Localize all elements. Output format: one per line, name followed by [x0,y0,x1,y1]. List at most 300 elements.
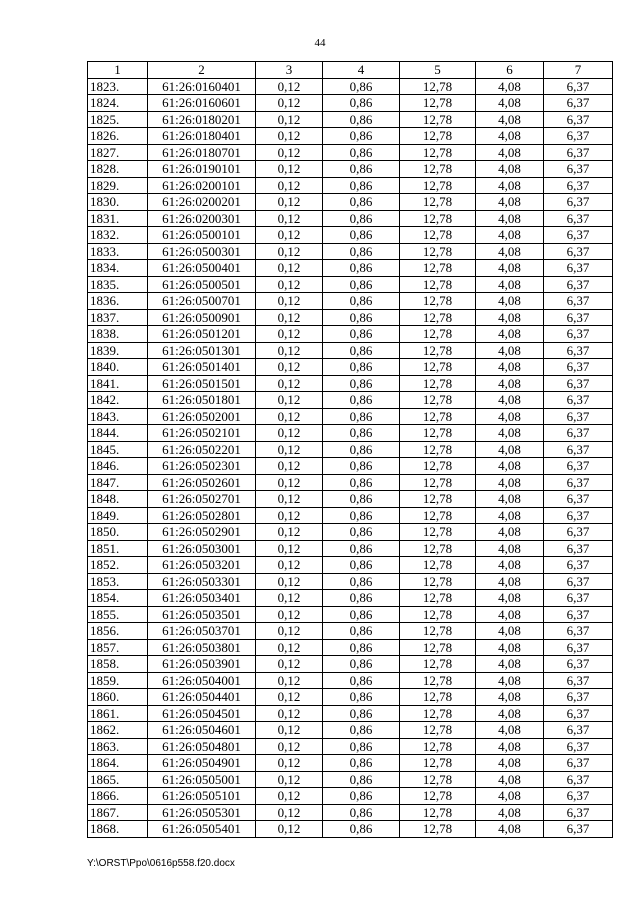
table-cell: 61:26:0503501 [148,606,256,623]
table-cell: 12,78 [400,507,476,524]
table-cell: 4,08 [476,293,544,310]
table-cell: 0,12 [256,705,323,722]
table-row [88,111,613,128]
table-cell: 4,08 [476,623,544,640]
table-cell: 1864. [88,755,148,772]
table-cell: 1854. [88,590,148,607]
table-cell: 0,12 [256,557,323,574]
table-cell: 0,86 [323,210,400,227]
table-body [88,78,613,837]
table-cell: 0,86 [323,161,400,178]
table-cell: 1866. [88,788,148,805]
table-cell: 4,08 [476,507,544,524]
table-cell: 61:26:0504601 [148,722,256,739]
table-cell: 61:26:0500501 [148,276,256,293]
table-cell: 6,37 [544,573,613,590]
table-row [88,161,613,178]
table-cell: 12,78 [400,557,476,574]
table-cell: 12,78 [400,491,476,508]
table-cell: 61:26:0503401 [148,590,256,607]
table-cell: 6,37 [544,590,613,607]
table-cell: 6,37 [544,95,613,112]
table-cell: 0,12 [256,722,323,739]
table-row [88,821,613,838]
table-cell: 4,08 [476,161,544,178]
table-cell: 0,12 [256,573,323,590]
table-cell: 6,37 [544,804,613,821]
table-cell: 1865. [88,771,148,788]
data-table [87,61,613,838]
table-cell: 12,78 [400,95,476,112]
table-cell: 4,08 [476,771,544,788]
table-cell: 12,78 [400,392,476,409]
table-cell: 0,12 [256,260,323,277]
table-cell: 12,78 [400,821,476,838]
table-cell: 4,08 [476,573,544,590]
table-cell: 12,78 [400,590,476,607]
column-header: 1 [88,62,148,79]
table-cell: 61:26:0503301 [148,573,256,590]
table-row [88,705,613,722]
table-row [88,804,613,821]
table-row [88,309,613,326]
table-cell: 12,78 [400,194,476,211]
table-cell: 4,08 [476,656,544,673]
table-cell: 4,08 [476,606,544,623]
table-row [88,392,613,409]
table-cell: 61:26:0503801 [148,639,256,656]
table-cell: 12,78 [400,788,476,805]
table-cell: 12,78 [400,177,476,194]
table-cell: 1853. [88,573,148,590]
table-row [88,491,613,508]
table-cell: 4,08 [476,788,544,805]
table-cell: 61:26:0502201 [148,441,256,458]
footer-file-path: Y:\ORST\Ppo\0616p558.f20.docx [87,858,235,869]
table-cell: 1828. [88,161,148,178]
table-cell: 0,12 [256,194,323,211]
table-cell: 6,37 [544,276,613,293]
table-cell: 0,12 [256,474,323,491]
table-cell: 4,08 [476,78,544,95]
table-cell: 61:26:0501501 [148,375,256,392]
table-cell: 4,08 [476,210,544,227]
table-cell: 4,08 [476,260,544,277]
table-row [88,227,613,244]
table-cell: 0,86 [323,689,400,706]
table-cell: 12,78 [400,722,476,739]
table-row [88,540,613,557]
table-cell: 12,78 [400,78,476,95]
table-cell: 6,37 [544,111,613,128]
table-cell: 12,78 [400,260,476,277]
table-cell: 0,86 [323,441,400,458]
table-cell: 1838. [88,326,148,343]
table-row [88,210,613,227]
table-cell: 6,37 [544,408,613,425]
table-cell: 1848. [88,491,148,508]
table-cell: 0,86 [323,392,400,409]
table-cell: 6,37 [544,392,613,409]
table-cell: 61:26:0502801 [148,507,256,524]
table-row [88,590,613,607]
table-cell: 6,37 [544,557,613,574]
table-cell: 1856. [88,623,148,640]
table-cell: 4,08 [476,722,544,739]
table-cell: 4,08 [476,821,544,838]
table-cell: 0,12 [256,491,323,508]
table-cell: 12,78 [400,804,476,821]
table-cell: 61:26:0503001 [148,540,256,557]
column-header: 4 [323,62,400,79]
table-cell: 0,12 [256,623,323,640]
table-cell: 0,12 [256,771,323,788]
table-cell: 0,12 [256,227,323,244]
table-cell: 61:26:0502101 [148,425,256,442]
table-cell: 1852. [88,557,148,574]
table-cell: 4,08 [476,359,544,376]
table-cell: 0,86 [323,557,400,574]
table-row [88,260,613,277]
table-row [88,276,613,293]
table-cell: 6,37 [544,771,613,788]
table-cell: 12,78 [400,408,476,425]
table-cell: 6,37 [544,161,613,178]
table-cell: 1840. [88,359,148,376]
table-cell: 0,12 [256,392,323,409]
table-cell: 6,37 [544,524,613,541]
table-cell: 0,12 [256,788,323,805]
table-cell: 1835. [88,276,148,293]
table-cell: 61:26:0502301 [148,458,256,475]
table-cell: 0,86 [323,326,400,343]
table-cell: 4,08 [476,672,544,689]
table-cell: 6,37 [544,293,613,310]
table-cell: 0,12 [256,326,323,343]
table-cell: 4,08 [476,194,544,211]
table-cell: 4,08 [476,177,544,194]
table-cell: 12,78 [400,227,476,244]
table-cell: 0,86 [323,705,400,722]
table-cell: 6,37 [544,260,613,277]
table-cell: 4,08 [476,474,544,491]
table-cell: 12,78 [400,540,476,557]
table-cell: 61:26:0501401 [148,359,256,376]
table-cell: 0,86 [323,194,400,211]
table-cell: 0,86 [323,293,400,310]
table-cell: 61:26:0501201 [148,326,256,343]
table-cell: 0,86 [323,95,400,112]
table-cell: 0,86 [323,474,400,491]
table-cell: 1831. [88,210,148,227]
table-cell: 6,37 [544,144,613,161]
table-row [88,177,613,194]
table-cell: 0,86 [323,260,400,277]
table-cell: 12,78 [400,111,476,128]
table-cell: 1868. [88,821,148,838]
table-cell: 0,86 [323,425,400,442]
table-cell: 12,78 [400,738,476,755]
table-cell: 0,12 [256,95,323,112]
table-cell: 1825. [88,111,148,128]
table-cell: 1841. [88,375,148,392]
table-cell: 1863. [88,738,148,755]
table-cell: 1861. [88,705,148,722]
table-cell: 4,08 [476,243,544,260]
table-cell: 6,37 [544,425,613,442]
table-cell: 4,08 [476,804,544,821]
table-cell: 12,78 [400,689,476,706]
table-cell: 0,12 [256,78,323,95]
table-cell: 6,37 [544,78,613,95]
table-cell: 6,37 [544,689,613,706]
table-cell: 61:26:0504501 [148,705,256,722]
table-cell: 6,37 [544,705,613,722]
table-cell: 0,86 [323,722,400,739]
table-cell: 12,78 [400,441,476,458]
table-cell: 12,78 [400,342,476,359]
column-header: 5 [400,62,476,79]
table-cell: 4,08 [476,326,544,343]
table-cell: 1843. [88,408,148,425]
table-cell: 12,78 [400,672,476,689]
table-cell: 1846. [88,458,148,475]
table-cell: 12,78 [400,326,476,343]
table-cell: 6,37 [544,821,613,838]
table-cell: 12,78 [400,309,476,326]
table-cell: 0,12 [256,441,323,458]
table-cell: 0,86 [323,771,400,788]
table-cell: 61:26:0500301 [148,243,256,260]
table-cell: 61:26:0503701 [148,623,256,640]
table-cell: 0,12 [256,293,323,310]
table-cell: 4,08 [476,276,544,293]
table-cell: 1839. [88,342,148,359]
table-cell: 1824. [88,95,148,112]
table-row [88,326,613,343]
table-cell: 0,86 [323,656,400,673]
column-header: 7 [544,62,613,79]
table-row [88,408,613,425]
table-cell: 12,78 [400,276,476,293]
table-cell: 0,12 [256,540,323,557]
table-row [88,788,613,805]
column-header: 6 [476,62,544,79]
table-cell: 4,08 [476,425,544,442]
table-cell: 4,08 [476,458,544,475]
table-cell: 4,08 [476,375,544,392]
table-row [88,441,613,458]
table-cell: 4,08 [476,441,544,458]
table-cell: 1867. [88,804,148,821]
table-cell: 6,37 [544,243,613,260]
table-cell: 0,12 [256,408,323,425]
table-row [88,194,613,211]
table-cell: 0,12 [256,309,323,326]
table-cell: 0,86 [323,342,400,359]
table-cell: 0,86 [323,540,400,557]
table-cell: 1849. [88,507,148,524]
table-cell: 6,37 [544,458,613,475]
table-cell: 12,78 [400,293,476,310]
table-row [88,144,613,161]
table-cell: 12,78 [400,705,476,722]
table-row [88,672,613,689]
table-cell: 0,86 [323,128,400,145]
table-cell: 61:26:0504001 [148,672,256,689]
table-cell: 0,86 [323,309,400,326]
table-cell: 4,08 [476,144,544,161]
table-cell: 12,78 [400,771,476,788]
table-cell: 12,78 [400,161,476,178]
table-cell: 4,08 [476,342,544,359]
table-cell: 61:26:0160401 [148,78,256,95]
table-cell: 6,37 [544,128,613,145]
table-cell: 6,37 [544,606,613,623]
table-cell: 12,78 [400,524,476,541]
table-cell: 6,37 [544,326,613,343]
table-row [88,293,613,310]
table-cell: 61:26:0200101 [148,177,256,194]
table-cell: 6,37 [544,623,613,640]
table-cell: 12,78 [400,606,476,623]
table-cell: 0,86 [323,227,400,244]
table-cell: 12,78 [400,623,476,640]
table-cell: 4,08 [476,408,544,425]
table-row [88,359,613,376]
table-cell: 0,86 [323,375,400,392]
table-cell: 0,86 [323,524,400,541]
table-cell: 0,12 [256,425,323,442]
table-cell: 1837. [88,309,148,326]
table-cell: 0,12 [256,177,323,194]
table-cell: 0,86 [323,144,400,161]
table-row [88,128,613,145]
table-cell: 0,86 [323,821,400,838]
table-cell: 4,08 [476,227,544,244]
table-cell: 12,78 [400,128,476,145]
table-cell: 6,37 [544,540,613,557]
table-cell: 4,08 [476,128,544,145]
table-cell: 6,37 [544,507,613,524]
table-cell: 0,12 [256,524,323,541]
table-cell: 61:26:0505401 [148,821,256,838]
table-cell: 0,12 [256,755,323,772]
column-header: 2 [148,62,256,79]
table-cell: 6,37 [544,755,613,772]
table-row [88,656,613,673]
table-cell: 61:26:0180401 [148,128,256,145]
table-row [88,458,613,475]
table-row [88,95,613,112]
table-cell: 0,12 [256,128,323,145]
table-cell: 12,78 [400,210,476,227]
table-cell: 0,86 [323,243,400,260]
table-cell: 0,86 [323,276,400,293]
table-cell: 4,08 [476,95,544,112]
table-cell: 61:26:0505101 [148,788,256,805]
table-cell: 1833. [88,243,148,260]
table-cell: 61:26:0503201 [148,557,256,574]
table-cell: 0,12 [256,672,323,689]
table-cell: 1832. [88,227,148,244]
page-number: 44 [314,37,326,49]
table-cell: 61:26:0500401 [148,260,256,277]
table-cell: 0,12 [256,161,323,178]
table-cell: 61:26:0200201 [148,194,256,211]
table-cell: 0,86 [323,408,400,425]
table-cell: 61:26:0160601 [148,95,256,112]
table-cell: 6,37 [544,639,613,656]
table-cell: 0,86 [323,788,400,805]
table-cell: 0,86 [323,111,400,128]
table-cell: 1847. [88,474,148,491]
table-cell: 6,37 [544,359,613,376]
table-cell: 1844. [88,425,148,442]
table-row [88,507,613,524]
table-cell: 0,12 [256,738,323,755]
table-cell: 1860. [88,689,148,706]
table-cell: 0,12 [256,111,323,128]
table-cell: 0,12 [256,210,323,227]
table-cell: 0,12 [256,590,323,607]
table-row [88,573,613,590]
table-cell: 12,78 [400,359,476,376]
table-cell: 0,86 [323,491,400,508]
table-cell: 61:26:0502901 [148,524,256,541]
table-cell: 12,78 [400,144,476,161]
table-cell: 1823. [88,78,148,95]
table-cell: 6,37 [544,441,613,458]
table-cell: 1826. [88,128,148,145]
table-cell: 0,86 [323,507,400,524]
table-cell: 1850. [88,524,148,541]
table-cell: 6,37 [544,210,613,227]
table-row [88,243,613,260]
table-row [88,639,613,656]
table-cell: 61:26:0504401 [148,689,256,706]
table-cell: 1842. [88,392,148,409]
table-header-row [88,62,613,79]
table-row [88,755,613,772]
table-cell: 1858. [88,656,148,673]
table-cell: 0,12 [256,375,323,392]
table-cell: 0,86 [323,458,400,475]
table-cell: 1836. [88,293,148,310]
table-cell: 6,37 [544,722,613,739]
table-cell: 1862. [88,722,148,739]
table-cell: 4,08 [476,639,544,656]
table-cell: 4,08 [476,689,544,706]
table-cell: 6,37 [544,177,613,194]
table-cell: 6,37 [544,227,613,244]
table-cell: 61:26:0500901 [148,309,256,326]
table-cell: 61:26:0501301 [148,342,256,359]
table-cell: 1857. [88,639,148,656]
table-row [88,425,613,442]
table-cell: 4,08 [476,738,544,755]
table-row [88,689,613,706]
table-cell: 6,37 [544,656,613,673]
table-row [88,375,613,392]
table-cell: 6,37 [544,474,613,491]
table-cell: 0,86 [323,359,400,376]
column-header: 3 [256,62,323,79]
table-cell: 1851. [88,540,148,557]
table-cell: 61:26:0503901 [148,656,256,673]
table-cell: 0,86 [323,606,400,623]
table-cell: 0,12 [256,276,323,293]
